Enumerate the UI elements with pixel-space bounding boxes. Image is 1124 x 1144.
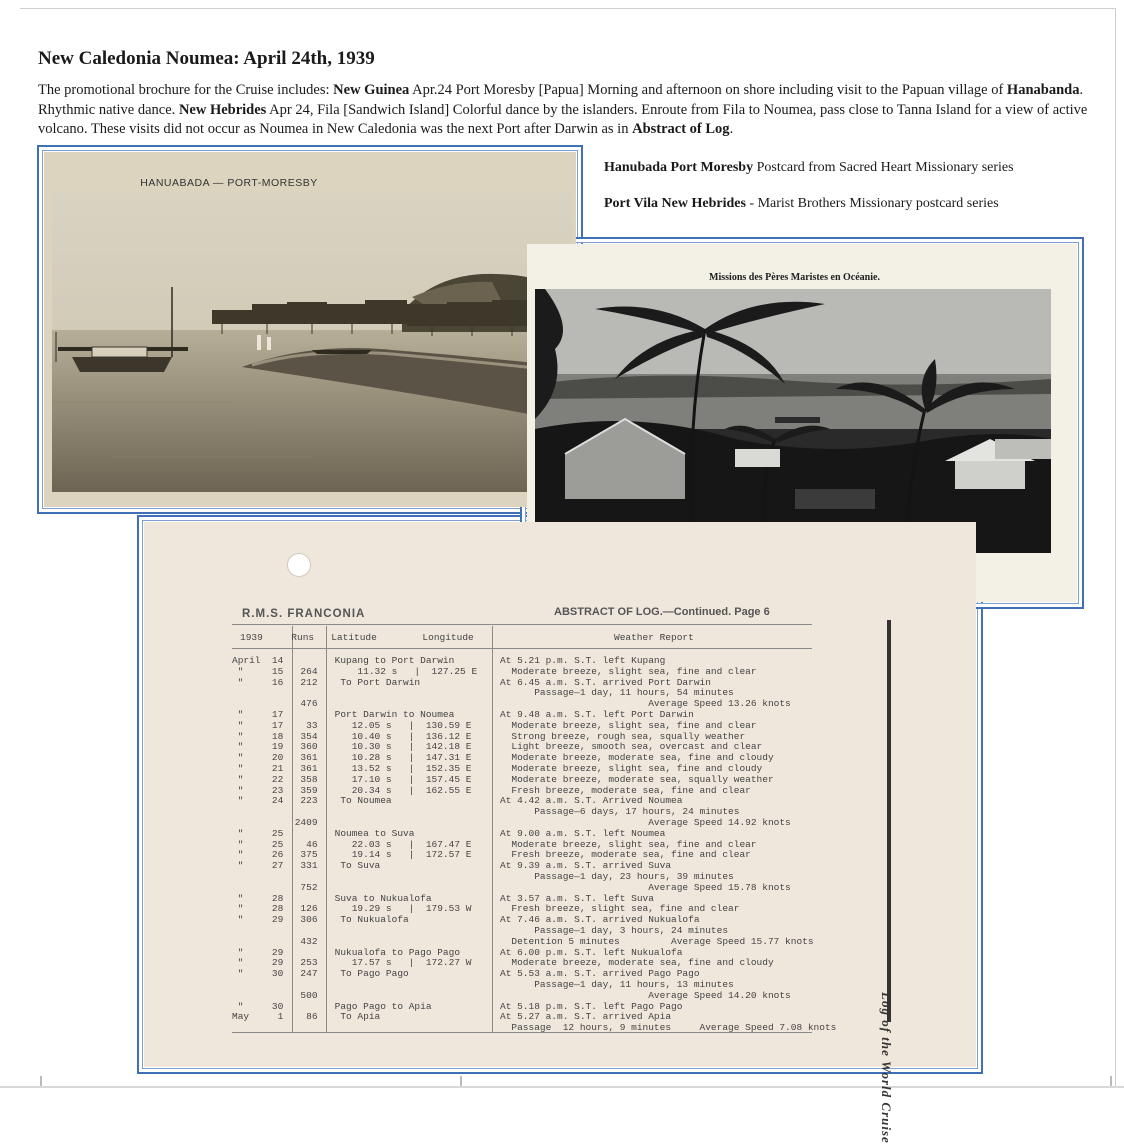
log-row-left: " 19 360 10.30 s | 142.18 E bbox=[232, 741, 472, 753]
log-row-left: " 15 264 11.32 s | 127.25 E bbox=[232, 665, 478, 677]
intro-bold: Hanabanda bbox=[1006, 82, 1080, 98]
log-row-right: At 6.00 p.m. S.T. left Nukualofa bbox=[500, 946, 683, 958]
log-row-left: " 25 46 22.03 s | 167.47 E bbox=[232, 838, 472, 850]
log-row-right: At 9.00 a.m. S.T. left Noumea bbox=[500, 827, 666, 839]
log-row-left: " 30 247 To Pago Pago bbox=[232, 968, 409, 980]
port-vila-photo bbox=[535, 289, 1051, 553]
log-row-left: " 18 354 10.40 s | 136.12 E bbox=[232, 730, 472, 742]
log-row-right: Average Speed 15.78 knots bbox=[500, 881, 791, 893]
intro-text: . Rhythmic native dance. bbox=[38, 82, 1084, 118]
log-row-right: At 6.45 a.m. S.T. arrived Port Darwin bbox=[500, 676, 711, 688]
log-row-right: Moderate breeze, moderate sea, squally weather bbox=[500, 773, 774, 785]
postcard-hanuabada bbox=[44, 152, 576, 507]
harbour-photo bbox=[52, 192, 572, 492]
log-row-right: Moderate breeze, slight sea, fine and clear bbox=[500, 665, 757, 677]
log-row-left: " 24 223 To Noumea bbox=[232, 795, 392, 807]
intro-bold: New Hebrides bbox=[178, 101, 267, 118]
log-row-left: " 29 253 17.57 s | 172.27 W bbox=[232, 957, 472, 969]
log-row-right: At 9.48 a.m. S.T. left Port Darwin bbox=[500, 709, 694, 720]
bottom-tick bbox=[40, 1076, 42, 1086]
log-row-left: " 17 33 12.05 s | 130.59 E bbox=[232, 719, 472, 731]
log-row-left: April 14 Kupang to Port Darwin bbox=[232, 655, 455, 666]
log-row-left: " 25 Noumea to Suva bbox=[232, 827, 415, 839]
caption-bold: Port Vila New Hebrides bbox=[604, 196, 746, 211]
side-rule bbox=[887, 620, 891, 1022]
log-row-right: Average Speed 13.26 knots bbox=[500, 698, 791, 710]
log-row-right: Strong breeze, rough sea, squally weather bbox=[500, 730, 746, 742]
log-row-left: " 22 358 17.10 s | 157.45 E bbox=[232, 773, 472, 785]
log-row-right: Passage—1 day, 3 hours, 24 minutes bbox=[500, 925, 729, 936]
log-row-left: May 1 86 To Apia bbox=[232, 1011, 381, 1023]
log-row-right: Fresh breeze, slight sea, fine and clear bbox=[500, 903, 740, 915]
bottom-rule bbox=[0, 1086, 1124, 1088]
abstract-of-log-card bbox=[144, 522, 976, 1144]
log-row-right: Fresh breeze, moderate sea, fine and clear bbox=[500, 849, 751, 861]
log-row-right: At 5.18 p.m. S.T. left Pago Pago bbox=[500, 1000, 683, 1012]
log-row-left: " 17 Port Darwin to Noumea bbox=[232, 709, 455, 720]
caption-hanubada bbox=[604, 160, 1014, 176]
bottom-tick bbox=[1110, 1076, 1112, 1086]
intro-bold: New Guinea bbox=[333, 82, 410, 98]
log-row-right: Moderate breeze, slight sea, fine and clear bbox=[500, 838, 757, 850]
intro-text: Apr 24, Fila [Sandwich Island] Colorful dance by the islanders. Enroute from Fila to Noumea, pass close to Tanna Island for a view of active volcano. These visits did not occur as Noumea in New Caledonia was the next Port after Darwin as in bbox=[38, 101, 1088, 137]
log-row-right: At 5.27 a.m. S.T. arrived Apia bbox=[500, 1011, 672, 1023]
intro-bold: Abstract of Log bbox=[632, 121, 730, 137]
log-row-left: 500 bbox=[232, 989, 318, 1001]
postcard-title: Missions des Pères Maristes en Océanie. bbox=[709, 272, 880, 283]
caption-text: Postcard from Sacred Heart Missionary series bbox=[753, 160, 1014, 175]
ship-name: R.M.S. FRANCONIA bbox=[242, 608, 366, 620]
log-row-right: Moderate breeze, slight sea, fine and clear bbox=[500, 719, 757, 731]
intro-text: The promotional brochure for the Cruise includes: bbox=[38, 82, 334, 98]
log-row-right: Passage—1 day, 11 hours, 13 minutes bbox=[500, 979, 734, 990]
log-header-right: Weather Report bbox=[614, 632, 694, 643]
log-row-right: At 5.21 p.m. S.T. left Kupang bbox=[500, 655, 666, 666]
log-header-left: 1939 Runs Latitude Longitude bbox=[240, 632, 474, 643]
caption-bold: Hanubada Port Moresby bbox=[604, 160, 754, 175]
log-row-left: " 28 Suva to Nukualofa bbox=[232, 892, 432, 904]
log-row-left: " 26 375 19.14 s | 172.57 E bbox=[232, 849, 472, 861]
table-rule bbox=[232, 624, 812, 625]
log-row-right: Moderate breeze, slight sea, fine and cloudy bbox=[500, 763, 763, 774]
log-row-left: " 23 359 20.34 s | 162.55 E bbox=[232, 784, 472, 796]
log-row-right: Passage—1 day, 11 hours, 54 minutes bbox=[500, 687, 734, 699]
caption-port-vila bbox=[604, 196, 999, 212]
log-row-left: 752 bbox=[232, 881, 318, 893]
log-row-right: Passage—1 day, 23 hours, 39 minutes bbox=[500, 871, 734, 882]
log-row-left: 476 bbox=[232, 698, 318, 710]
log-row-right: Light breeze, smooth sea, overcast and clear bbox=[500, 741, 763, 753]
log-row-right: Average Speed 14.92 knots bbox=[500, 817, 791, 828]
table-rule bbox=[492, 626, 493, 1032]
side-title: Log of the World Cruise bbox=[879, 992, 894, 1144]
log-row-left: " 30 Pago Pago to Apia bbox=[232, 1000, 432, 1012]
log-row-right: Detention 5 minutes Average Speed 15.77 knots bbox=[500, 935, 814, 947]
log-row-left: " 28 126 19.29 s | 179.53 W bbox=[232, 903, 472, 915]
log-row-left: " 29 306 To Nukualofa bbox=[232, 914, 409, 926]
log-row-left: 432 bbox=[232, 935, 318, 947]
log-row-left: " 29 Nukualofa to Pago Pago bbox=[232, 946, 461, 958]
punch-hole bbox=[287, 553, 311, 577]
log-row-right: At 9.39 a.m. S.T. arrived Suva bbox=[500, 860, 672, 872]
log-row-right: At 5.53 a.m. S.T. arrived Pago Pago bbox=[500, 968, 700, 980]
page-title: New Caledonia Noumea: April 24th, 1939 bbox=[38, 48, 375, 69]
log-row-right: Moderate breeze, moderate sea, fine and cloudy bbox=[500, 752, 774, 764]
log-row-right: Passage—6 days, 17 hours, 24 minutes bbox=[500, 806, 740, 818]
log-row-left: 2409 bbox=[232, 817, 318, 828]
log-row-left: " 20 361 10.28 s | 147.31 E bbox=[232, 752, 472, 764]
table-rule bbox=[232, 648, 812, 649]
log-row-right: At 4.42 a.m. S.T. Arrived Noumea bbox=[500, 795, 683, 807]
log-heading: ABSTRACT OF LOG.—Continued. Page 6 bbox=[554, 606, 770, 618]
log-row-right: Moderate breeze, moderate sea, fine and cloudy bbox=[500, 957, 774, 969]
postcard-title: HANUABADA — PORT-MORESBY bbox=[140, 177, 318, 189]
log-row-left: " 21 361 13.52 s | 152.35 E bbox=[232, 763, 472, 774]
intro-text: . bbox=[729, 121, 734, 137]
log-row-right: Passage 12 hours, 9 minutes Average Speed 7.08 knots bbox=[500, 1022, 837, 1034]
log-row-left: " 16 212 To Port Darwin bbox=[232, 676, 421, 688]
log-row-right: At 7.46 a.m. S.T. arrived Nukualofa bbox=[500, 914, 700, 926]
caption-text: - Marist Brothers Missionary postcard series bbox=[745, 196, 999, 211]
intro-paragraph bbox=[38, 81, 1088, 140]
log-row-right: Average Speed 14.20 knots bbox=[500, 989, 791, 1001]
intro-text: Apr.24 Port Moresby [Papua] Morning and afternoon on shore including visit to the Papuan village of bbox=[409, 82, 1007, 98]
log-row-right: Fresh breeze, moderate sea, fine and clear bbox=[500, 784, 751, 796]
log-row-right: At 3.57 a.m. S.T. left Suva bbox=[500, 892, 654, 904]
bottom-tick bbox=[460, 1076, 462, 1086]
log-row-left: " 27 331 To Suva bbox=[232, 860, 381, 872]
